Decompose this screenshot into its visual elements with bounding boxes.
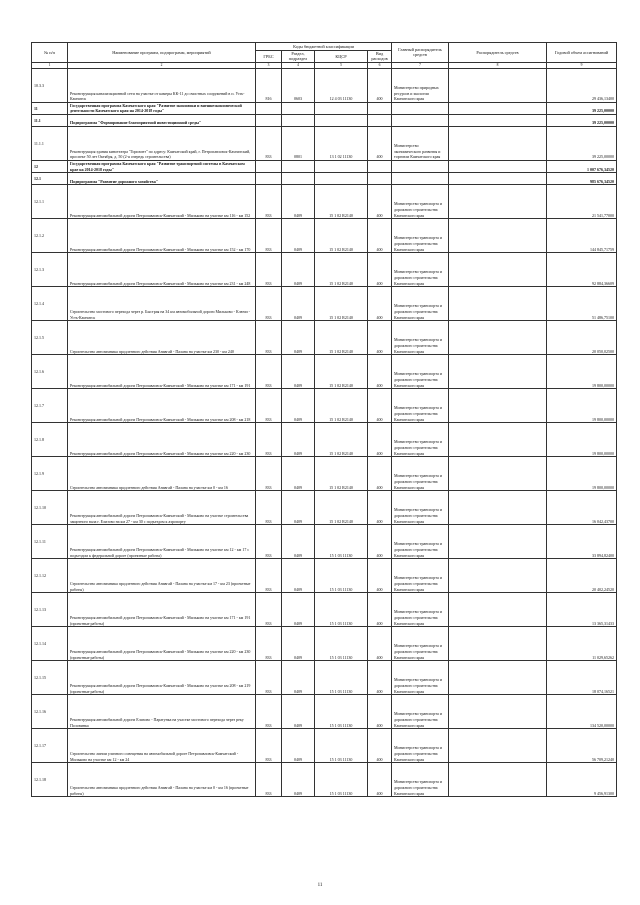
row-name: Государственная программа Камчатского края "Развитие транспортной системы в Камчатском крае на 2014-2018 годы" — [68, 161, 256, 173]
row-rasp — [449, 457, 547, 491]
row-razdel: 0409 — [282, 695, 315, 729]
table-row — [32, 321, 617, 355]
row-vr: 400 — [368, 457, 392, 491]
row-ksr: 15 1 02 R2140 — [315, 185, 368, 219]
table-row — [32, 695, 617, 729]
row-grbs — [256, 161, 282, 173]
row-glav: Министерство транспорта и дорожного строительства Камчатского края — [392, 627, 449, 661]
row-vr — [368, 173, 392, 185]
row-sum: 56 709,21240 — [547, 729, 617, 763]
row-glav: Министерство экономического развития и торговли Камчатского края — [392, 127, 449, 161]
row-name: Подпрограмма "Развитие дорожного хозяйства" — [68, 173, 256, 185]
row-ksr: 15 1 02 R2140 — [315, 287, 368, 321]
row-vr: 400 — [368, 491, 392, 525]
row-vr: 400 — [368, 695, 392, 729]
row-rasp — [449, 593, 547, 627]
row-vr — [368, 115, 392, 127]
header-num: № п/п — [32, 43, 68, 63]
row-name: Реконструкция автомобильной дороги Петропавловск-Камчатский - Мильково на участке км 152 - км 170 — [68, 219, 256, 253]
table-row — [32, 729, 617, 763]
row-rasp — [449, 219, 547, 253]
row-name: Реконструкция автомобильной дороги Петропавловск-Камчатский - Мильково на участке км 171 - км 191 — [68, 355, 256, 389]
row-vr: 400 — [368, 321, 392, 355]
row-sum: 29 436,13400 — [547, 68, 617, 102]
row-name: Строительство автозимника продленного действия Анавгай - Палана на участке км 0 - км 16 (проектные работы) — [68, 763, 256, 797]
row-glav — [392, 102, 449, 114]
header-rasp: Распорядитель средств — [449, 43, 547, 63]
row-sum: 39 225,00000 — [547, 115, 617, 127]
row-razdel: 0409 — [282, 321, 315, 355]
row-glav — [392, 173, 449, 185]
row-ksr: 15 1 03 11130 — [315, 729, 368, 763]
row-glav: Министерство транспорта и дорожного строительства Камчатского края — [392, 253, 449, 287]
row-razdel: 0409 — [282, 185, 315, 219]
row-name: Реконструкция автомобильной дороги Петропавловск-Камчатский - Мильково на участке км 12 - км 17 с подъездом к федеральной дороге (проектные работы) — [68, 525, 256, 559]
row-ksr — [315, 115, 368, 127]
row-vr: 400 — [368, 185, 392, 219]
row-grbs — [256, 115, 282, 127]
column-number: 2 — [68, 62, 256, 68]
row-grbs: 833 — [256, 321, 282, 355]
row-razdel: 0409 — [282, 355, 315, 389]
row-grbs — [256, 173, 282, 185]
row-grbs: 833 — [256, 389, 282, 423]
row-number: 12.1.17 — [32, 729, 68, 763]
row-number: 12 — [32, 161, 68, 173]
row-sum: 19 800,00000 — [547, 355, 617, 389]
table-row — [32, 457, 617, 491]
row-vr: 400 — [368, 355, 392, 389]
row-grbs: 833 — [256, 559, 282, 593]
row-grbs: 833 — [256, 253, 282, 287]
row-grbs: 833 — [256, 763, 282, 797]
row-sum: 144 845,71759 — [547, 219, 617, 253]
row-razdel — [282, 161, 315, 173]
row-name: Строительство автозимника продленного действия Анавгай - Палана на участке км 230 - км 240 — [68, 321, 256, 355]
row-grbs: 833 — [256, 287, 282, 321]
row-razdel: 0409 — [282, 593, 315, 627]
row-number: 12.1.9 — [32, 457, 68, 491]
row-glav: Министерство транспорта и дорожного строительства Камчатского края — [392, 525, 449, 559]
row-sum: 39 225,00000 — [547, 127, 617, 161]
row-glav: Министерство транспорта и дорожного строительства Камчатского края — [392, 457, 449, 491]
row-rasp — [449, 661, 547, 695]
row-ksr: 15 1 03 11130 — [315, 661, 368, 695]
row-razdel: 0409 — [282, 763, 315, 797]
row-sum: 19 800,00000 — [547, 423, 617, 457]
row-sum: 19 800,00000 — [547, 457, 617, 491]
row-name: Реконструкция здания кинотеатра "Горизонт" по адресу: Камчатский край, г. Петропавловск-Камчатский, проспект 50 лет Октября, д. 50 (2-я очередь строительства) — [68, 127, 256, 161]
row-ksr: 15 1 02 R2140 — [315, 423, 368, 457]
table-row — [32, 491, 617, 525]
row-vr: 400 — [368, 287, 392, 321]
row-sum: 18 074,16521 — [547, 661, 617, 695]
row-vr: 400 — [368, 389, 392, 423]
section-row — [32, 115, 617, 127]
row-razdel: 0409 — [282, 525, 315, 559]
row-razdel: 0801 — [282, 127, 315, 161]
table-row — [32, 355, 617, 389]
row-sum: 16 042,43700 — [547, 491, 617, 525]
row-razdel: 0409 — [282, 253, 315, 287]
row-vr: 400 — [368, 661, 392, 695]
row-razdel: 0603 — [282, 68, 315, 102]
row-rasp — [449, 253, 547, 287]
table-row — [32, 763, 617, 797]
row-glav: Министерство транспорта и дорожного строительства Камчатского края — [392, 219, 449, 253]
row-sum: 19 800,00000 — [547, 389, 617, 423]
row-ksr: 15 1 03 11130 — [315, 559, 368, 593]
row-rasp — [449, 389, 547, 423]
table-row — [32, 68, 617, 102]
row-glav: Министерство транспорта и дорожного строительства Камчатского края — [392, 423, 449, 457]
table-row — [32, 661, 617, 695]
row-name: Строительство линии уличного освещения на автомобильной дороге Петропавловск-Камчатский - Мильково на участке км 12 - км 24 — [68, 729, 256, 763]
row-vr: 400 — [368, 423, 392, 457]
row-vr: 400 — [368, 68, 392, 102]
row-sum: 11 029,65262 — [547, 627, 617, 661]
row-name: Реконструкция автомобильной дороги Петропавловск-Камчатский - Мильково на участке км 116 - км 152 — [68, 185, 256, 219]
row-rasp — [449, 127, 547, 161]
section-row — [32, 173, 617, 185]
table-row — [32, 423, 617, 457]
row-glav: Министерство транспорта и дорожного строительства Камчатского края — [392, 559, 449, 593]
row-grbs: 833 — [256, 729, 282, 763]
row-sum: 985 676,34520 — [547, 173, 617, 185]
row-razdel: 0409 — [282, 729, 315, 763]
row-ksr: 15 1 02 R2140 — [315, 491, 368, 525]
row-grbs: 816 — [256, 68, 282, 102]
table-row — [32, 185, 617, 219]
row-glav: Министерство транспорта и дорожного строительства Камчатского края — [392, 185, 449, 219]
row-number: 12.1.8 — [32, 423, 68, 457]
row-ksr: 13 1 02 11130 — [315, 127, 368, 161]
section-row — [32, 161, 617, 173]
row-grbs: 833 — [256, 525, 282, 559]
row-glav: Министерство транспорта и дорожного строительства Камчатского края — [392, 695, 449, 729]
table-row — [32, 593, 617, 627]
row-glav: Министерство транспорта и дорожного строительства Камчатского края — [392, 321, 449, 355]
row-number: 12.1.12 — [32, 559, 68, 593]
row-name: Строительство автозимника продленного действия Анавгай - Палана на участке км 0 - км 16 — [68, 457, 256, 491]
table-row — [32, 559, 617, 593]
row-number: 10.3.3 — [32, 68, 68, 102]
column-number: 3 — [256, 62, 282, 68]
row-grbs: 833 — [256, 219, 282, 253]
header-kbk: Коды бюджетной классификации — [256, 43, 392, 51]
column-number: 1 — [32, 62, 68, 68]
row-vr: 400 — [368, 525, 392, 559]
row-glav: Министерство транспорта и дорожного строительства Камчатского края — [392, 287, 449, 321]
row-number: 12.1.4 — [32, 287, 68, 321]
row-grbs — [256, 102, 282, 114]
row-sum: 1 007 676,34520 — [547, 161, 617, 173]
row-rasp — [449, 491, 547, 525]
row-grbs: 833 — [256, 627, 282, 661]
column-number: 9 — [547, 62, 617, 68]
row-razdel: 0409 — [282, 559, 315, 593]
row-razdel: 0409 — [282, 287, 315, 321]
row-sum: 13 365,31433 — [547, 593, 617, 627]
row-ksr: 15 1 02 R2140 — [315, 355, 368, 389]
row-razdel — [282, 115, 315, 127]
row-name: Реконструкция автомобильной дороги Петропавловск-Камчатский - Мильково на участке км 220 - км 230 (проектные работы) — [68, 627, 256, 661]
section-row — [32, 102, 617, 114]
row-ksr: 15 1 02 R2140 — [315, 321, 368, 355]
row-rasp — [449, 695, 547, 729]
row-number: 12.1.15 — [32, 661, 68, 695]
row-grbs: 833 — [256, 127, 282, 161]
table-row — [32, 389, 617, 423]
row-number: 12.1.16 — [32, 695, 68, 729]
row-ksr — [315, 173, 368, 185]
row-name: Реконструкция автомобильной дороги Петропавловск-Камчатский - Мильково на участке км 171 - км 191 (проектные работы) — [68, 593, 256, 627]
row-vr: 400 — [368, 729, 392, 763]
row-rasp — [449, 729, 547, 763]
row-ksr: 15 1 03 11130 — [315, 763, 368, 797]
row-sum: 9 456,91300 — [547, 763, 617, 797]
row-ksr: 12 4 03 11130 — [315, 68, 368, 102]
row-number: 12.1.11 — [32, 525, 68, 559]
row-number: 12.1.3 — [32, 253, 68, 287]
row-number: 11.1.1 — [32, 127, 68, 161]
row-rasp — [449, 173, 547, 185]
row-rasp — [449, 102, 547, 114]
row-sum: 92 884,36609 — [547, 253, 617, 287]
column-number: 5 — [315, 62, 368, 68]
row-name: Реконструкция автомобильной дороги Петропавловск-Камчатский - Мильково на участке км 231 - км 248 — [68, 253, 256, 287]
row-rasp — [449, 423, 547, 457]
column-number: 7 — [392, 62, 449, 68]
row-name: Строительство автозимника продленного действия Анавгай - Палана на участке км 17 - км 23 (проектные работы) — [68, 559, 256, 593]
row-vr: 400 — [368, 559, 392, 593]
column-number: 4 — [282, 62, 315, 68]
row-razdel: 0409 — [282, 661, 315, 695]
row-ksr: 15 1 03 11130 — [315, 593, 368, 627]
row-rasp — [449, 161, 547, 173]
row-vr — [368, 102, 392, 114]
budget-table — [31, 42, 617, 797]
row-name: Реконструкция автомобильной дороги Петропавловск-Камчатский - Мильково на участке строительства защитного вала г. Елизово на км 27 - км 30 с подъездом к аэропорту — [68, 491, 256, 525]
row-ksr: 15 1 02 R2140 — [315, 219, 368, 253]
row-rasp — [449, 68, 547, 102]
header-name: Наименование программ, подпрограмм, мероприятий — [68, 43, 256, 63]
row-glav: Министерство транспорта и дорожного строительства Камчатского края — [392, 355, 449, 389]
row-glav: Министерство транспорта и дорожного строительства Камчатского края — [392, 763, 449, 797]
row-sum: 39 225,00000 — [547, 102, 617, 114]
table-row — [32, 627, 617, 661]
row-grbs: 833 — [256, 185, 282, 219]
row-ksr: 15 1 02 R2140 — [315, 253, 368, 287]
row-grbs: 833 — [256, 355, 282, 389]
row-vr — [368, 161, 392, 173]
row-grbs: 833 — [256, 491, 282, 525]
row-rasp — [449, 321, 547, 355]
row-razdel — [282, 102, 315, 114]
row-rasp — [449, 627, 547, 661]
row-vr: 400 — [368, 127, 392, 161]
row-grbs: 833 — [256, 593, 282, 627]
row-number: 12.1.6 — [32, 355, 68, 389]
row-glav — [392, 161, 449, 173]
table-row — [32, 525, 617, 559]
table-row — [32, 127, 617, 161]
row-number: 12.1.2 — [32, 219, 68, 253]
row-ksr: 15 1 02 R2140 — [315, 389, 368, 423]
table-body — [32, 68, 617, 796]
row-razdel: 0409 — [282, 491, 315, 525]
row-number: 12.1 — [32, 173, 68, 185]
budget-table-container — [31, 42, 616, 797]
header-total: Годовой объем ассигнований — [547, 43, 617, 63]
row-name: Реконструкция канализационной сети на участке от камеры КК-11 до очистных сооружений в п. Усть-Камчатск — [68, 68, 256, 102]
header-razdel: Раздел, подраздел — [282, 51, 315, 63]
row-glav: Министерство транспорта и дорожного строительства Камчатского края — [392, 661, 449, 695]
row-number: 11 — [32, 102, 68, 114]
table-row — [32, 219, 617, 253]
row-razdel — [282, 173, 315, 185]
row-glav: Министерство транспорта и дорожного строительства Камчатского края — [392, 389, 449, 423]
column-number: 6 — [368, 62, 392, 68]
row-glav: Министерство транспорта и дорожного строительства Камчатского края — [392, 729, 449, 763]
row-number: 12.1.14 — [32, 627, 68, 661]
row-vr: 400 — [368, 219, 392, 253]
row-name: Государственная программа Камчатского края "Развитие экономики и внешнеэкономической деятельности Камчатского края на 2014-2018 годы" — [68, 102, 256, 114]
header-vr: Вид расходов — [368, 51, 392, 63]
row-number: 12.1.18 — [32, 763, 68, 797]
row-ksr: 15 1 02 R2140 — [315, 457, 368, 491]
row-rasp — [449, 185, 547, 219]
row-number: 12.1.10 — [32, 491, 68, 525]
row-name: Строительство мостового перехода через р. Быстрая на 34 км автомобильной дороги Мильково - Ключи - Усть-Камчатск — [68, 287, 256, 321]
row-ksr: 15 1 03 11130 — [315, 627, 368, 661]
row-glav — [392, 115, 449, 127]
row-sum: 20 402,24520 — [547, 559, 617, 593]
row-sum: 51 486,75100 — [547, 287, 617, 321]
row-number: 12.1.13 — [32, 593, 68, 627]
row-number: 11.1 — [32, 115, 68, 127]
table-row — [32, 253, 617, 287]
row-name: Подпрограмма "Формирование благоприятной инвестиционной среды" — [68, 115, 256, 127]
row-rasp — [449, 115, 547, 127]
row-number: 12.1.1 — [32, 185, 68, 219]
row-glav: Министерство природных ресурсов и экологии Камчатского края — [392, 68, 449, 102]
row-razdel: 0409 — [282, 219, 315, 253]
row-name: Реконструкция автомобильной дороги Петропавловск-Камчатский - Мильково на участке км 208 - км 219 (проектные работы) — [68, 661, 256, 695]
column-number: 8 — [449, 62, 547, 68]
row-razdel: 0409 — [282, 627, 315, 661]
row-rasp — [449, 559, 547, 593]
row-name: Реконструкция автомобильной дороги Петропавловск-Камчатский - Мильково на участке км 208 - км 218 — [68, 389, 256, 423]
row-razdel: 0409 — [282, 423, 315, 457]
row-number: 12.1.5 — [32, 321, 68, 355]
table-row — [32, 287, 617, 321]
header-glav: Главный распорядитель средств — [392, 43, 449, 63]
row-glav: Министерство транспорта и дорожного строительства Камчатского края — [392, 593, 449, 627]
row-ksr — [315, 102, 368, 114]
row-sum: 20 050,02500 — [547, 321, 617, 355]
row-number: 12.1.7 — [32, 389, 68, 423]
header-ksr: КЦСР — [315, 51, 368, 63]
row-sum: 134 520,00000 — [547, 695, 617, 729]
row-sum: 33 894,82400 — [547, 525, 617, 559]
row-grbs: 833 — [256, 695, 282, 729]
row-ksr: 15 1 03 11130 — [315, 525, 368, 559]
row-vr: 400 — [368, 253, 392, 287]
row-grbs: 833 — [256, 661, 282, 695]
row-name: Реконструкция автомобильной дороги Елизово - Паратунка на участке мостового перехода через реку Половинка — [68, 695, 256, 729]
row-vr: 400 — [368, 627, 392, 661]
header-grbs: ГРБС — [256, 51, 282, 63]
row-rasp — [449, 287, 547, 321]
row-sum: 21 541,77000 — [547, 185, 617, 219]
row-vr: 400 — [368, 593, 392, 627]
row-rasp — [449, 525, 547, 559]
row-ksr — [315, 161, 368, 173]
row-rasp — [449, 763, 547, 797]
row-grbs: 833 — [256, 423, 282, 457]
row-ksr: 15 1 03 11130 — [315, 695, 368, 729]
row-glav: Министерство транспорта и дорожного строительства Камчатского края — [392, 491, 449, 525]
row-razdel: 0409 — [282, 457, 315, 491]
row-grbs: 833 — [256, 457, 282, 491]
row-razdel: 0409 — [282, 389, 315, 423]
row-name: Реконструкция автомобильной дороги Петропавловск-Камчатский - Мильково на участке км 220 - км 230 — [68, 423, 256, 457]
row-vr: 400 — [368, 763, 392, 797]
page-number: 11 — [317, 883, 323, 888]
row-rasp — [449, 355, 547, 389]
